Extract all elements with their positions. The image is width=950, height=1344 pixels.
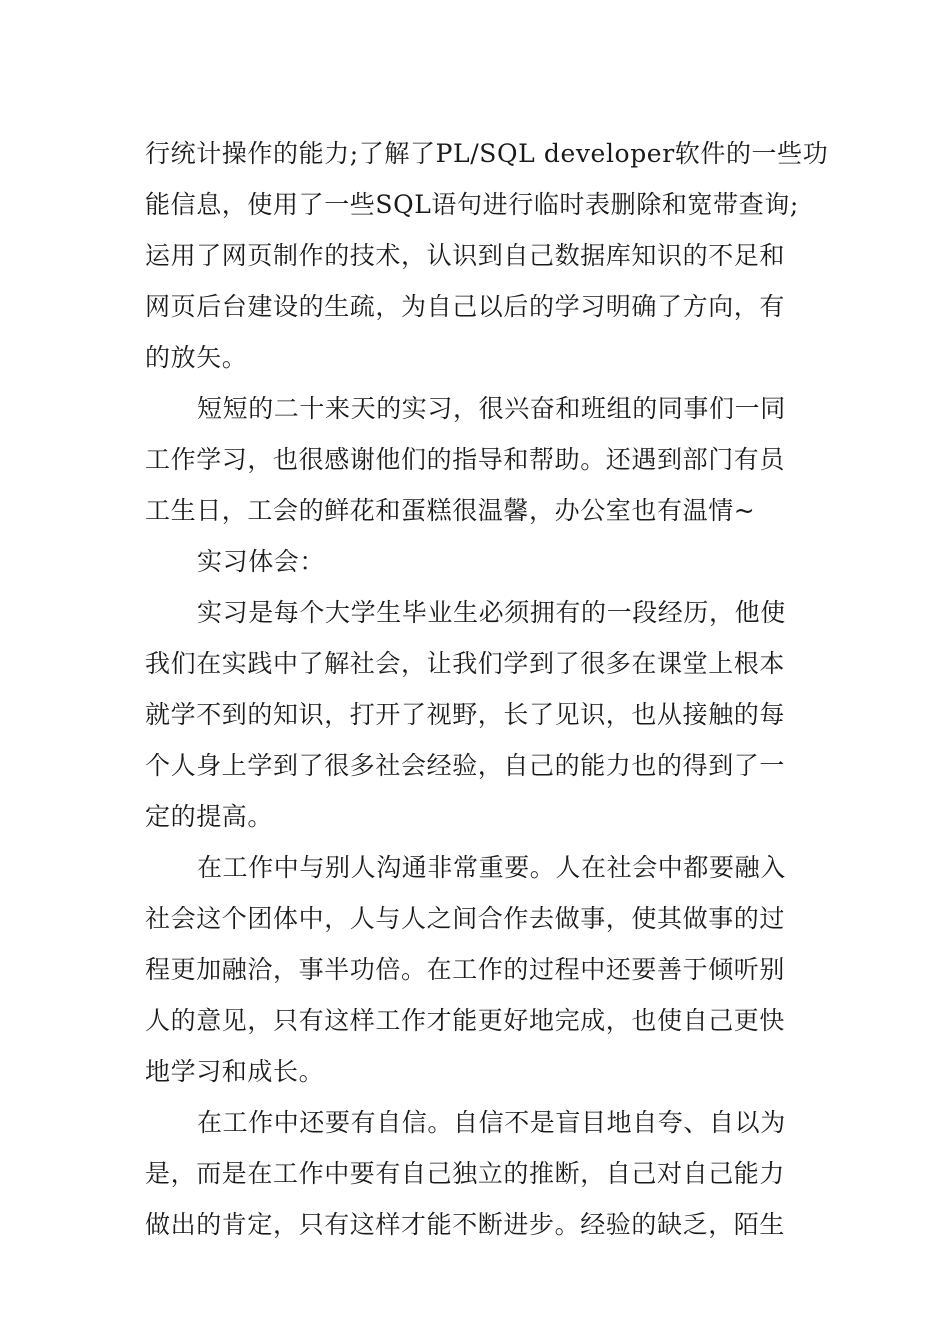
text-line: 运用了网页制作的技术，认识到自己数据库知识的不足和 xyxy=(145,241,786,270)
text-line: 是，而是在工作中要有自己独立的推断，自己对自己能力 xyxy=(145,1159,786,1188)
paragraph-first-line: 在工作中与别人沟通非常重要。人在社会中都要融入 xyxy=(197,853,786,882)
text-line: 就学不到的知识，打开了视野，长了见识，也从接触的每 xyxy=(145,700,786,729)
text-line: 的放矢。 xyxy=(145,343,248,372)
text-line: 工作学习，也很感谢他们的指导和帮助。还遇到部门有员 xyxy=(145,445,786,474)
text-line: 网页后台建设的生疏，为自己以后的学习明确了方向，有 xyxy=(145,292,786,321)
paragraph-first-line: 实习是每个大学生毕业生必须拥有的一段经历，他使 xyxy=(197,598,786,627)
text-line: 能信息，使用了一些SQL语句进行临时表删除和宽带查询; xyxy=(145,190,799,219)
body-text xyxy=(145,128,829,1250)
text-line: 地学习和成长。 xyxy=(145,1057,325,1086)
text-line: 人的意见，只有这样工作才能更好地完成，也使自己更快 xyxy=(145,1006,786,1035)
text-line: 定的提高。 xyxy=(145,802,274,831)
text-line: 个人身上学到了很多社会经验，自己的能力也的得到了一 xyxy=(145,751,786,780)
text-line: 做出的肯定，只有这样才能不断进步。经验的缺乏，陌生 xyxy=(145,1210,786,1239)
text-line: 行统计操作的能力;了解了PL/SQL developer软件的一些功 xyxy=(145,139,829,168)
text-line: 社会这个团体中，人与人之间合作去做事，使其做事的过 xyxy=(145,904,786,933)
paragraph-first-line: 短短的二十来天的实习，很兴奋和班组的同事们一同 xyxy=(197,394,786,423)
section-heading: 实习体会： xyxy=(197,547,326,576)
text-line: 工生日，工会的鲜花和蛋糕很温馨，办公室也有温情~ xyxy=(145,496,756,525)
text-line: 我们在实践中了解社会，让我们学到了很多在课堂上根本 xyxy=(145,649,786,678)
text-line: 程更加融洽，事半功倍。在工作的过程中还要善于倾听别 xyxy=(145,955,786,984)
paragraph-first-line: 在工作中还要有自信。自信不是盲目地自夸、自以为 xyxy=(197,1108,786,1137)
